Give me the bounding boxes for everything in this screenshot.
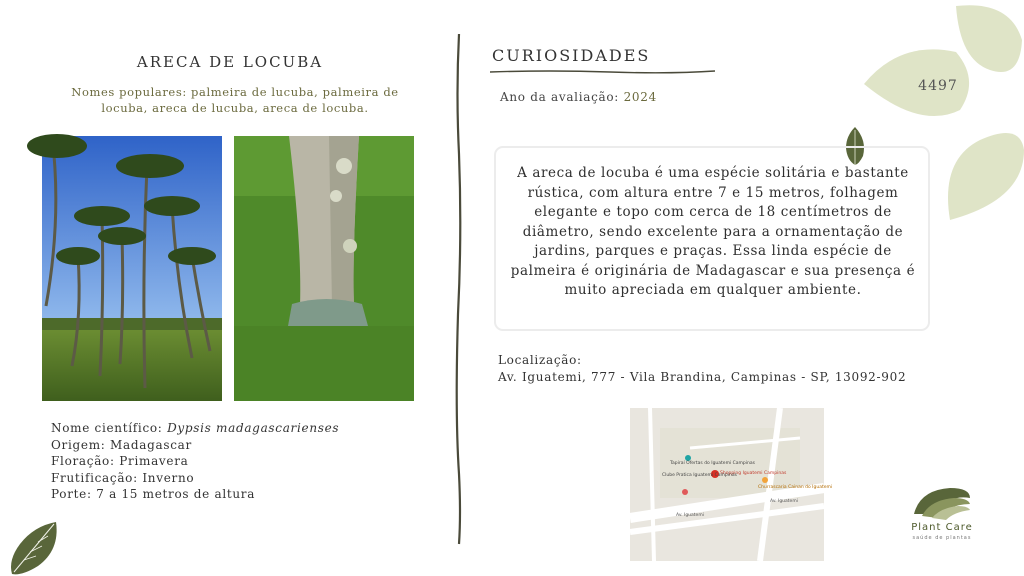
title-underline [490,69,715,75]
location-label: Localização: [498,353,582,367]
map-label-mall: Shopping Iguatemi Campinas [720,471,787,476]
location-map[interactable] [630,408,833,561]
palm-trees-photo [42,136,222,401]
scientific-name-row [51,420,339,437]
description-text: A areca de locuba é uma espécie solitária e bastante rústica, com altura entre 7 e 15 metros, folhagem elegante e topo com cerca de 18 centímetros de diâmetro, sendo excelente para a ornamentação de jardins, parques e praças. Essa linda espécie de palmeira é originária de Madagascar e sua presença é muito apreciada em qualquer ambiente. [510,165,916,298]
fruiting-row: Frutificação: Inverno [51,470,195,485]
evaluation-year-label: Ano da avaliação: [500,90,620,104]
map-label-store: Tapiraí Ofertas do Iguatemi Campinas [670,461,755,466]
plant-details [51,420,339,503]
map-label-avenue-2: Av. Iguatemi [770,499,798,504]
restaurant-pin-icon [762,477,768,483]
gym-pin-icon [682,489,688,495]
palm-trunk-photo [234,136,414,401]
map-label-gym: Clube Pratica Iguatemi Campinas [662,473,737,478]
plant-care-logo-icon [910,484,974,522]
leaf-decoration-icon [8,520,60,576]
scientific-name-label: Nome científico: [51,421,163,435]
size-row: Porte: 7 a 15 metros de altura [51,487,256,501]
map-label-avenue: Av. Iguatemi [676,513,704,518]
plant-id-badge: 4497 [918,78,958,94]
flowering-row: Floração: Primavera [51,454,189,468]
evaluation-year [500,90,657,104]
map-label-restaurant: Churrascaria Cainan do Iguatemi [758,485,833,490]
evaluation-year-value: 2024 [623,90,657,104]
scientific-name-value: Dypsis madagascarienses [167,421,340,435]
plant-title: ARECA DE LOCUBA [136,53,324,71]
brand-tagline: saúde de plantas [912,535,972,541]
curiosities-title: CURIOSIDADES [492,46,651,65]
brand-name: Plant Care [911,522,973,533]
origin-row: Origem: Madagascar [51,437,192,452]
vertical-divider [452,34,466,544]
popular-names: Nomes populares: palmeira de lucuba, palmeira de locuba, areca de lucuba, areca de locuba. [71,85,399,115]
location-address: Av. Iguatemi, 777 - Vila Brandina, Campinas - SP, 13092-902 [498,370,907,384]
